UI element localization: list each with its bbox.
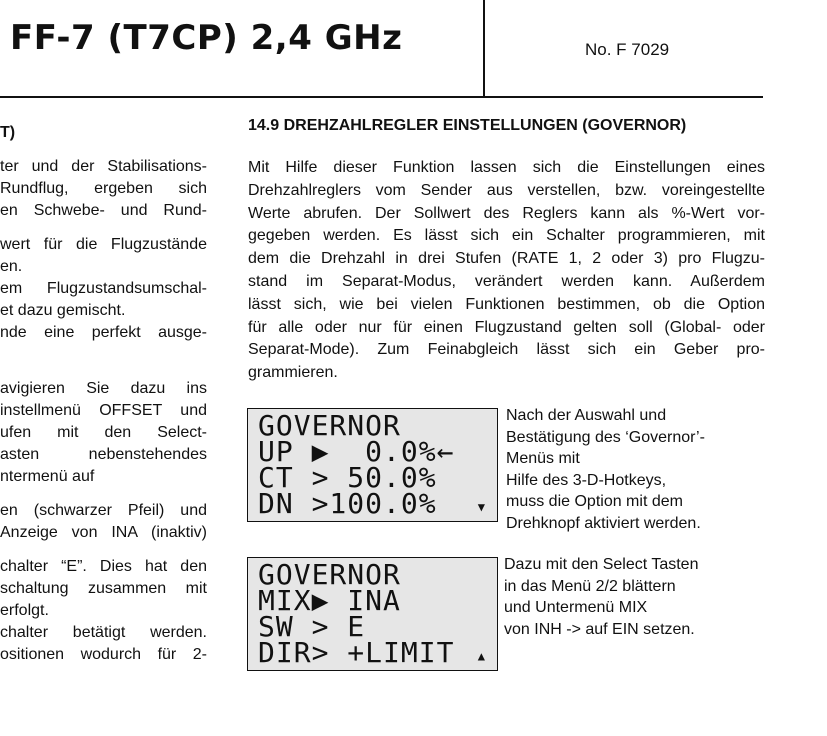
- paragraph-line: Mit Hilfe dieser Funktion lassen sich die Einstellungen eines: [248, 159, 765, 176]
- lcd-row: DN >100.0%: [258, 487, 437, 520]
- lcd-screen-governor-rates: [247, 408, 498, 522]
- note-line: Bestätigung des ‘Governor’-: [506, 428, 705, 446]
- paragraph-line: lässt sich, wie bei vielen Funktionen bestimmen, ob die Option: [248, 295, 765, 313]
- lcd-row: SW > E: [258, 610, 366, 643]
- paragraph-line: gegeben werden. Es lässt sich ein Schalter programmieren, mit: [248, 227, 765, 245]
- left-line: wert für die Flugzustände: [0, 236, 207, 253]
- note-line: muss die Option mit dem: [506, 493, 683, 510]
- left-column-text: [0, 122, 207, 666]
- section-paragraph: [248, 157, 765, 385]
- scroll-up-arrow-icon: ▲: [477, 649, 485, 663]
- lcd-row: GOVERNOR: [258, 409, 401, 442]
- lcd-row: CT > 50.0%: [258, 461, 437, 494]
- left-line: en Schwebe- und Rund-: [0, 202, 207, 219]
- note-line: von INH -> auf EIN setzen.: [504, 620, 695, 638]
- left-line: avigieren Sie dazu ins: [0, 380, 207, 397]
- lcd-screen-governor-mix: [247, 557, 498, 671]
- left-line: ositionen wodurch für 2-: [0, 646, 207, 663]
- paragraph-line: stand im Separat-Modus, verändert werden kann. Außerdem: [248, 272, 765, 290]
- lcd-note-2: [504, 554, 698, 640]
- left-line: em Flugzustandsumschal-: [0, 280, 207, 297]
- left-line: chalter betätigt werden.: [0, 624, 207, 641]
- note-line: Nach der Auswahl und: [506, 407, 667, 424]
- left-line: en (schwarzer Pfeil) und: [0, 502, 207, 519]
- header-divider-horizontal: [0, 96, 763, 98]
- left-line: schaltung zusammen mit: [0, 580, 207, 597]
- lcd-row: DIR> +LIMIT: [258, 636, 455, 669]
- left-line: Anzeige von INA (inaktiv): [0, 524, 207, 541]
- left-line: ter und der Stabilisations-: [0, 158, 207, 175]
- note-line: Menüs mit: [506, 450, 580, 467]
- section-heading: 14.9 DREHZAHLREGLER EINSTELLUNGEN (GOVERNOR): [248, 117, 687, 134]
- left-line: chalter “E”. Dies hat den: [0, 558, 207, 575]
- lcd-row: GOVERNOR: [258, 558, 401, 591]
- page-title: FF-7 (T7CP) 2,4 GHz: [10, 18, 403, 58]
- note-line: und Untermenü MIX: [504, 599, 648, 616]
- lcd-row: UP ▶ 0.0%←: [258, 435, 455, 468]
- left-heading: T): [0, 124, 16, 141]
- left-line: ntermenü auf: [0, 468, 95, 485]
- left-line: nde eine perfekt ausge-: [0, 324, 207, 341]
- paragraph-line: grammieren.: [248, 364, 338, 382]
- left-line: en.: [0, 258, 23, 275]
- paragraph-line: Werte abrufen. Der Sollwert des Reglers kann als %-Wert vor-: [248, 204, 765, 222]
- paragraph-line: dem die Drehzahl in drei Stufen (RATE 1, 2 oder 3) pro Flugzu-: [248, 250, 765, 268]
- note-line: Drehknopf aktiviert werden.: [506, 514, 701, 532]
- paragraph-line: Separat-Mode). Zum Feinabgleich lässt sich ein Geber pro-: [248, 341, 765, 359]
- left-line: erfolgt.: [0, 602, 49, 619]
- left-line: ufen mit den Select-: [0, 424, 207, 441]
- scroll-down-arrow-icon: ▼: [477, 500, 485, 514]
- note-line: Dazu mit den Select Tasten: [504, 556, 699, 573]
- left-line: Rundflug, ergeben sich: [0, 180, 207, 197]
- lcd-note-1: [506, 405, 705, 534]
- note-line: in das Menü 2/2 blättern: [504, 577, 676, 595]
- header-divider-vertical: [483, 0, 485, 97]
- lcd-row: MIX▶ INA: [258, 584, 401, 617]
- paragraph-line: für alle oder nur für einen Flugzustand gelten soll (Global- oder: [248, 318, 765, 336]
- note-line: Hilfe des 3-D-Hotkeys,: [506, 471, 667, 489]
- left-line: asten nebenstehendes: [0, 446, 207, 463]
- paragraph-line: Drehzahlreglers vom Sender aus verstellen, bzw. voreingestellte: [248, 181, 765, 199]
- left-line: instellmenü OFFSET und: [0, 402, 207, 419]
- left-line: et dazu gemischt.: [0, 302, 126, 319]
- document-number: No. F 7029: [585, 40, 670, 59]
